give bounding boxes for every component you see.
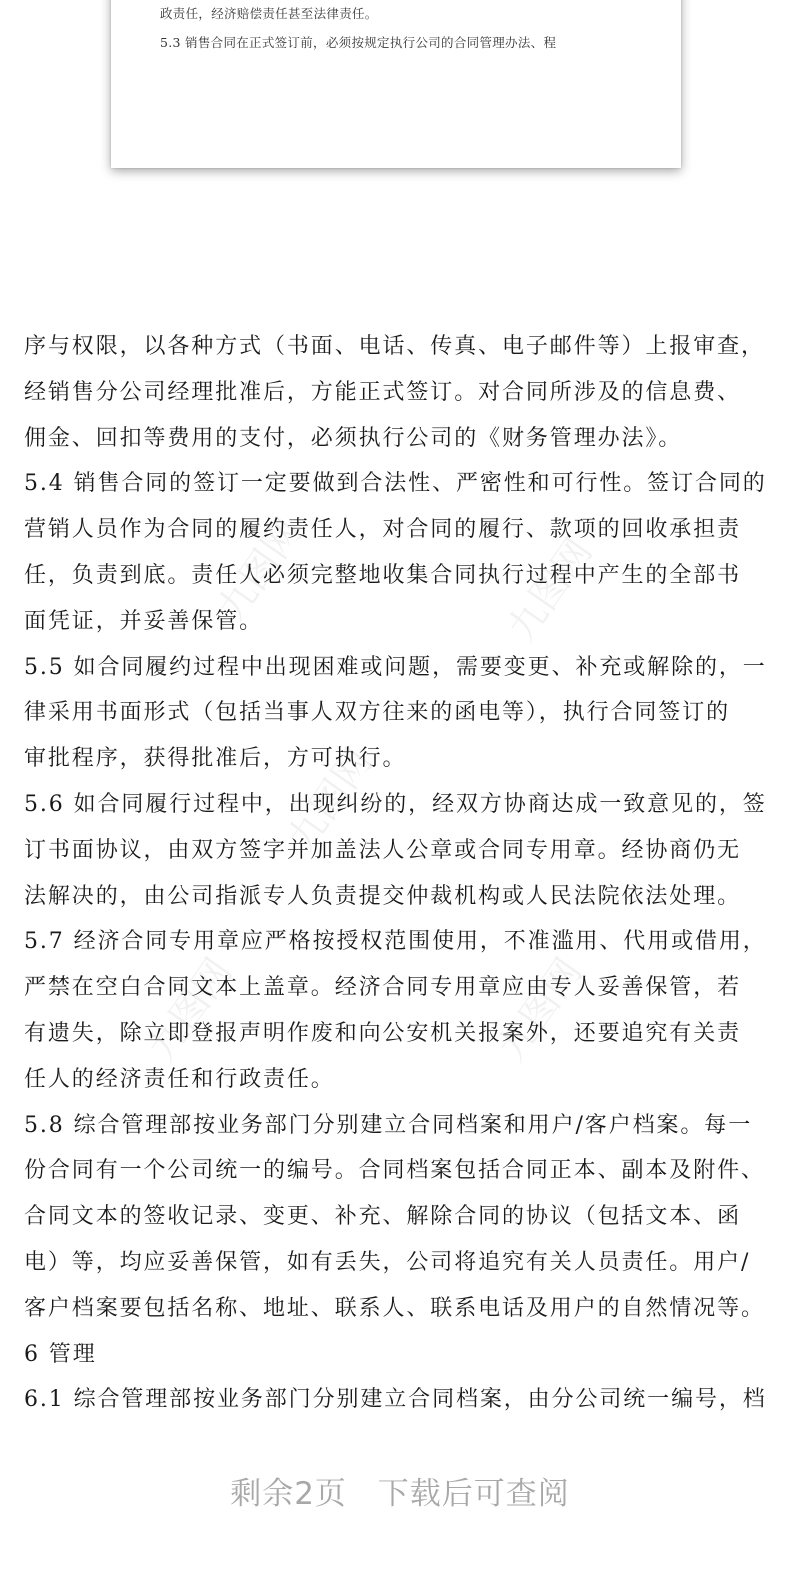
watermark-text: 九图网: [209, 510, 311, 629]
document-line: 客户档案要包括名称、地址、联系人、联系电话及用户的自然情况等。: [24, 1295, 765, 1321]
document-line: 6.1 综合管理部按业务部门分别建立合同档案，由分公司统一编号，档: [24, 1387, 767, 1413]
document-line: 严禁在空白合同文本上盖章。经济合同专用章应由专人妥善保管，若: [24, 975, 742, 1001]
card-text-line: 5.3 销售合同在正式签订前，必须按规定执行公司的合同管理办法、程: [160, 35, 557, 50]
preview-page-card: [111, 0, 681, 168]
section-heading: 6 管理: [24, 1341, 97, 1367]
document-line: 5.7 经济合同专用章应严格按授权范围使用，不准滥用、代用或借用，: [24, 929, 767, 955]
document-line: 经销售分公司经理批准后，方能正式签订。对合同所涉及的信息费、: [24, 379, 742, 405]
card-text-line: 政责任，经济赔偿责任甚至法律责任。: [160, 6, 378, 21]
document-line: 合同文本的签收记录、变更、补充、解除合同的协议（包括文本、函: [24, 1204, 742, 1230]
document-line: 审批程序，获得批准后，方可执行。: [24, 746, 407, 772]
watermark-text: 九图网: [279, 740, 381, 859]
document-line: 序与权限，以各种方式（书面、电话、传真、电子邮件等）上报审查，: [24, 334, 765, 359]
document-line: 订书面协议，由双方签字并加盖法人公章或合同专用章。经协商仍无: [24, 837, 742, 863]
document-line: 任，负责到底。责任人必须完整地收集合同执行过程中产生的全部书: [24, 562, 742, 588]
document-line: 有遗失，除立即登报声明作废和向公安机关报案外，还要追究有关责: [24, 1020, 742, 1046]
document-line: 5.6 如合同履行过程中，出现纠纷的，经双方协商达成一致意见的，签: [24, 791, 767, 817]
document-line: 面凭证，并妥善保管。: [24, 608, 264, 634]
document-line: 佣金、回扣等费用的支付，必须执行公司的《财务管理办法》。: [24, 425, 683, 451]
document-line: 法解决的，由公司指派专人负责提交仲裁机构或人民法院依法处理。: [24, 883, 742, 909]
document-line: 5.5 如合同履约过程中出现困难或问题，需要变更、补充或解除的，一: [24, 654, 767, 680]
watermark-text: 九图网: [499, 530, 601, 649]
watermark-text: 九图网: [139, 950, 241, 1069]
document-line: 营销人员作为合同的履约责任人，对合同的履行、款项的回收承担责: [24, 517, 742, 543]
document-body: [24, 324, 794, 1423]
document-line: 份合同有一个公司统一的编号。合同档案包括合同正本、副本及附件、: [24, 1158, 765, 1184]
watermark-text: 九图网: [489, 950, 591, 1069]
download-to-view-prompt[interactable]: 剩余2页 下载后可查阅: [230, 1476, 570, 1512]
document-line: 律采用书面形式（包括当事人双方往来的函电等），执行合同签订的: [24, 700, 731, 726]
document-line: 5.4 销售合同的签订一定要做到合法性、严密性和可行性。签订合同的: [24, 471, 767, 497]
document-line: 5.8 综合管理部按业务部门分别建立合同档案和用户/客户档案。每一: [24, 1112, 753, 1138]
document-line: 任人的经济责任和行政责任。: [24, 1066, 335, 1092]
document-line: 电）等，均应妥善保管，如有丢失，公司将追究有关人员责任。用户/: [24, 1249, 751, 1275]
